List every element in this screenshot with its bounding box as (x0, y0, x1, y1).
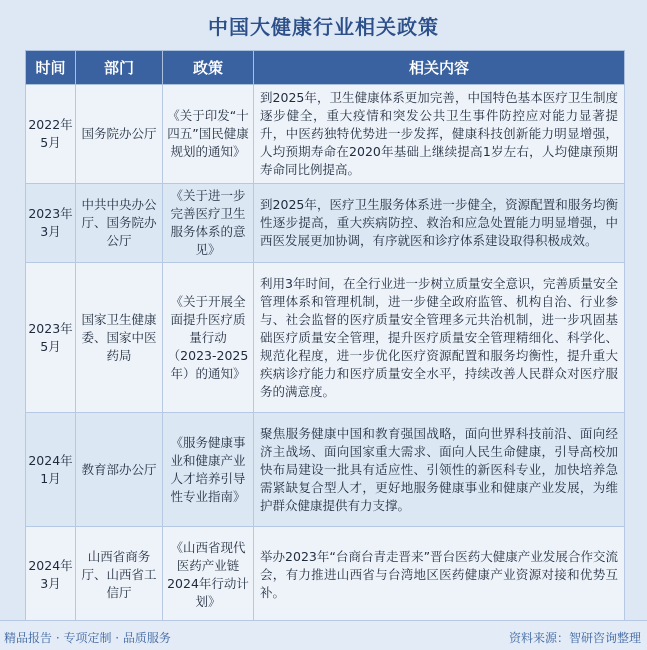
cell-dept: 教育部办公厅 (76, 413, 163, 527)
table-header-row (26, 51, 625, 85)
cell-dept: 山西省商务厅、山西省工信厅 (76, 527, 163, 623)
header-dept: 部门 (76, 51, 163, 85)
cell-policy: 《关于开展全面提升医疗质量行动（2023-2025年）的通知》 (163, 263, 254, 413)
table-row (26, 263, 625, 413)
cell-policy: 《山西省现代医药产业链2024年行动计划》 (163, 527, 254, 623)
cell-time: 2023年5月 (26, 263, 76, 413)
page-title: 中国大健康行业相关政策 (208, 14, 439, 39)
cell-policy: 《关于印发“十四五”国民健康规划的通知》 (163, 85, 254, 184)
cell-time: 2023年3月 (26, 184, 76, 263)
header-content: 相关内容 (254, 51, 625, 85)
table-row (26, 85, 625, 184)
table-row (26, 184, 625, 263)
cell-content: 利用3年时间，在全行业进一步树立质量安全意识，完善质量安全管理体系和管理机制，进一步健全政府监管、机构自治、行业参与、社会监督的医疗质量安全管理多元共治机制，进一步巩固基础医疗质量安全管理，提升医疗质量安全管理精细化、科学化、规范化程度，进一步优化医疗资源配置和服务均衡性，提升重大疾病诊疗能力和医疗质量安全水平，持续改善人民群众对医疗服务的满意度。 (254, 263, 625, 413)
cell-dept: 国家卫生健康委、国家中医药局 (76, 263, 163, 413)
cell-dept: 中共中央办公厅、国务院办公厅 (76, 184, 163, 263)
cell-policy: 《服务健康事业和健康产业人才培养引导性专业指南》 (163, 413, 254, 527)
cell-policy: 《关于进一步完善医疗卫生服务体系的意见》 (163, 184, 254, 263)
cell-time: 2022年5月 (26, 85, 76, 184)
header-policy: 政策 (163, 51, 254, 85)
footer-slogan: 精品报告 · 专项定制 · 品质服务 (4, 631, 171, 645)
cell-content: 到2025年，卫生健康体系更加完善，中国特色基本医疗卫生制度逐步健全，重大疫情和突发公共卫生事件防控应对能力显著提升，中医药独特优势进一步发挥，健康科技创新能力明显增强，人均预期寿命在2020年基础上继续提高1岁左右，人均健康预期寿命同比例提高。 (254, 85, 625, 184)
cell-content: 举办2023年“台商台青走晋来”晋台医药大健康产业发展合作交流会，有力推进山西省与台湾地区医药健康产业资源对接和优势互补。 (254, 527, 625, 623)
table-row (26, 527, 625, 623)
header-time: 时间 (26, 51, 76, 85)
cell-content: 到2025年，医疗卫生服务体系进一步健全，资源配置和服务均衡性逐步提高，重大疾病防控、救治和应急处置能力明显增强，中西医发展更加协调，有序就医和诊疗体系建设取得积极成效。 (254, 184, 625, 263)
table-row (26, 413, 625, 527)
cell-content: 聚焦服务健康中国和教育强国战略，面向世界科技前沿、面向经济主战场、面向国家重大需求、面向人民生命健康，引导高校加快布局建设一批具有适应性、引领性的新医科专业，加快培养急需紧缺复合型人才，更好地服务健康事业和健康产业发展，为维护群众健康提供有力支撑。 (254, 413, 625, 527)
footer-source: 资料来源：智研咨询整理 (508, 631, 641, 645)
policy-table (25, 50, 625, 623)
cell-dept: 国务院办公厅 (76, 85, 163, 184)
cell-time: 2024年1月 (26, 413, 76, 527)
footer-bar (0, 620, 647, 650)
cell-time: 2024年3月 (26, 527, 76, 623)
